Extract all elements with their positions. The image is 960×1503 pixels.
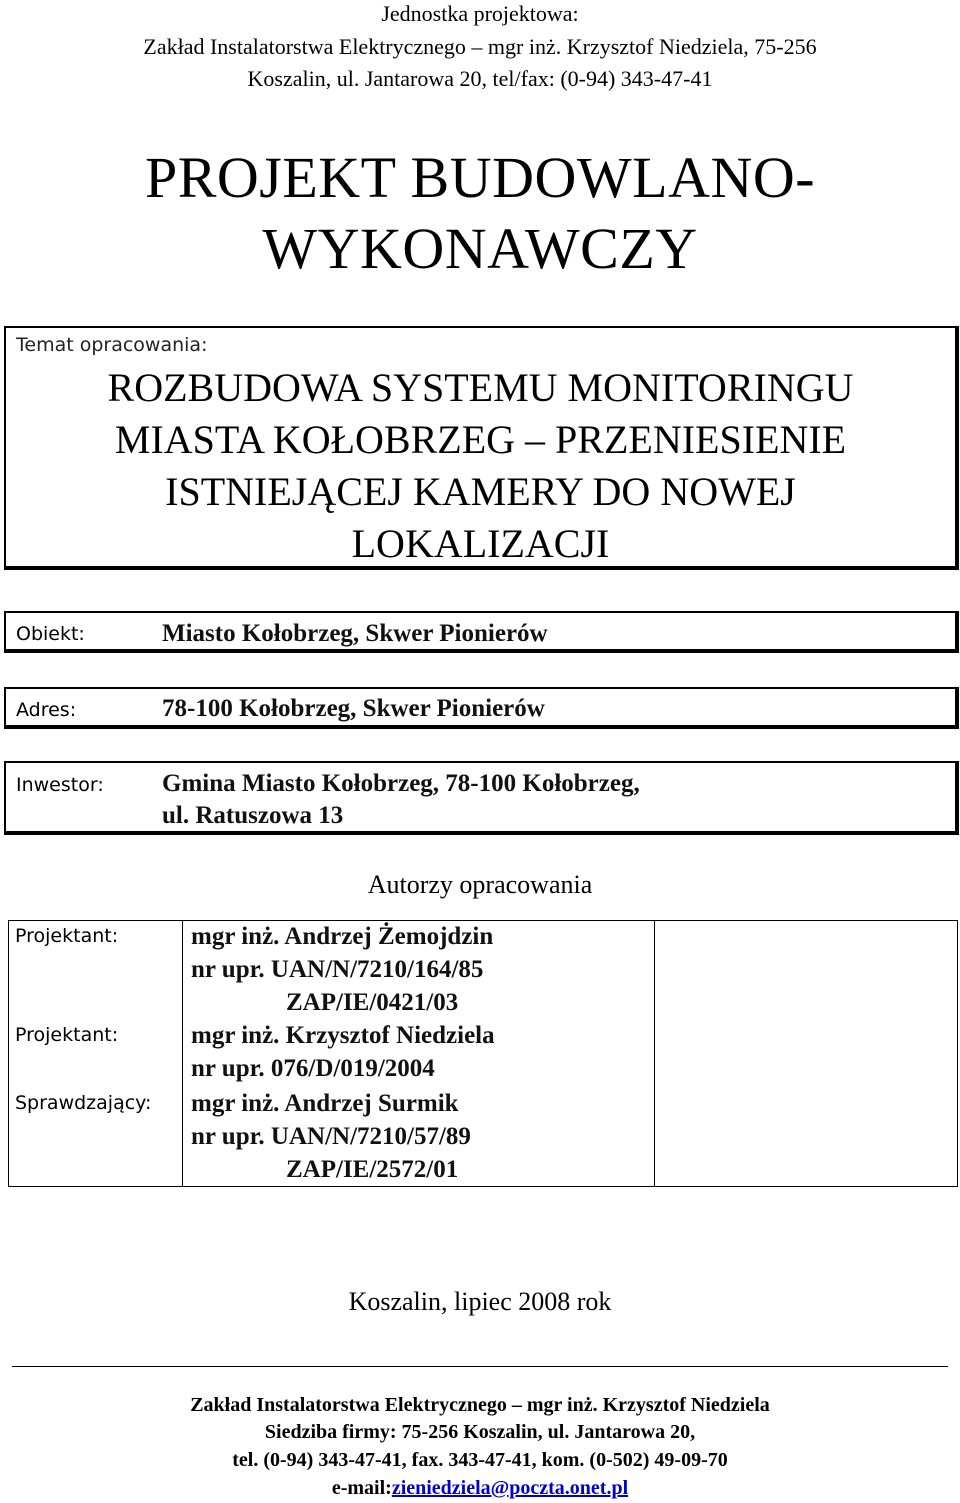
- topic-line-1: ROZBUDOWA SYSTEMU MONITORINGU: [107, 365, 854, 410]
- unit-address-line: Koszalin, ul. Jantarowa 20, tel/fax: (0-94) 343-47-41: [247, 66, 713, 91]
- document-title-line2: WYKONAWCZY: [262, 216, 698, 281]
- unit-name-line: Zakład Instalatorstwa Elektrycznego – mgr inż. Krzysztof Niedziela, 75-256: [143, 34, 817, 59]
- author-name-3: mgr inż. Andrzej Surmik: [191, 1090, 459, 1117]
- table-divider-left: [182, 921, 183, 1186]
- obiekt-label: Obiekt:: [16, 623, 85, 645]
- author-role-1: Projektant:: [15, 925, 119, 947]
- adres-label: Adres:: [16, 699, 77, 721]
- document-title-line1: PROJEKT BUDOWLANO-: [144, 145, 816, 210]
- author-name-1: mgr inż. Andrzej Żemojdzin: [191, 923, 494, 950]
- author-name-2: mgr inż. Krzysztof Niedziela: [191, 1022, 495, 1049]
- inwestor-value-line2: ul. Ratuszowa 13: [162, 802, 344, 829]
- footer-address: Siedziba firmy: 75-256 Koszalin, ul. Jantarowa 20,: [264, 1421, 696, 1443]
- footer-company: Zakład Instalatorstwa Elektrycznego – mgr inż. Krzysztof Niedziela: [190, 1394, 770, 1416]
- unit-label: Jednostka projektowa:: [381, 1, 579, 26]
- footer-phones: tel. (0-94) 343-47-41, fax. 343-47-41, kom. (0-502) 49-09-70: [232, 1449, 728, 1471]
- footer-email-label: e-mail:: [331, 1477, 392, 1499]
- footer-email-link[interactable]: zieniedziela@poczta.onet.pl: [391, 1477, 629, 1499]
- place-date: Koszalin, lipiec 2008 rok: [348, 1287, 612, 1316]
- inwestor-label: Inwestor:: [16, 774, 104, 796]
- author-license-3a: nr upr. UAN/N/7210/57/89: [191, 1123, 471, 1150]
- authors-table: [8, 920, 958, 1187]
- inwestor-box: [4, 761, 959, 835]
- author-role-2: Projektant:: [15, 1024, 119, 1046]
- adres-value: 78-100 Kołobrzeg, Skwer Pionierów: [162, 695, 545, 722]
- footer-divider: [12, 1366, 948, 1367]
- author-role-3: Sprawdzający:: [15, 1092, 152, 1114]
- topic-line-4: LOKALIZACJI: [351, 521, 610, 566]
- author-license-1b: ZAP/IE/0421/03: [286, 989, 459, 1016]
- table-divider-right: [654, 921, 655, 1186]
- obiekt-box: [4, 611, 959, 653]
- topic-label: Temat opracowania:: [16, 334, 208, 356]
- topic-box: [4, 326, 959, 570]
- obiekt-value: Miasto Kołobrzeg, Skwer Pionierów: [162, 620, 548, 647]
- inwestor-value-line1: Gmina Miasto Kołobrzeg, 78-100 Kołobrzeg,: [162, 770, 640, 797]
- authors-heading: Autorzy opracowania: [367, 870, 593, 899]
- author-license-2a: nr upr. 076/D/019/2004: [191, 1055, 435, 1082]
- topic-line-3: ISTNIEJĄCEJ KAMERY DO NOWEJ: [165, 469, 796, 514]
- author-license-1a: nr upr. UAN/N/7210/164/85: [191, 956, 484, 983]
- topic-line-2: MIASTA KOŁOBRZEG – PRZENIESIENIE: [114, 417, 847, 462]
- author-license-3b: ZAP/IE/2572/01: [286, 1156, 459, 1183]
- footer-email-line: [0, 1475, 960, 1501]
- adres-box: [4, 687, 959, 729]
